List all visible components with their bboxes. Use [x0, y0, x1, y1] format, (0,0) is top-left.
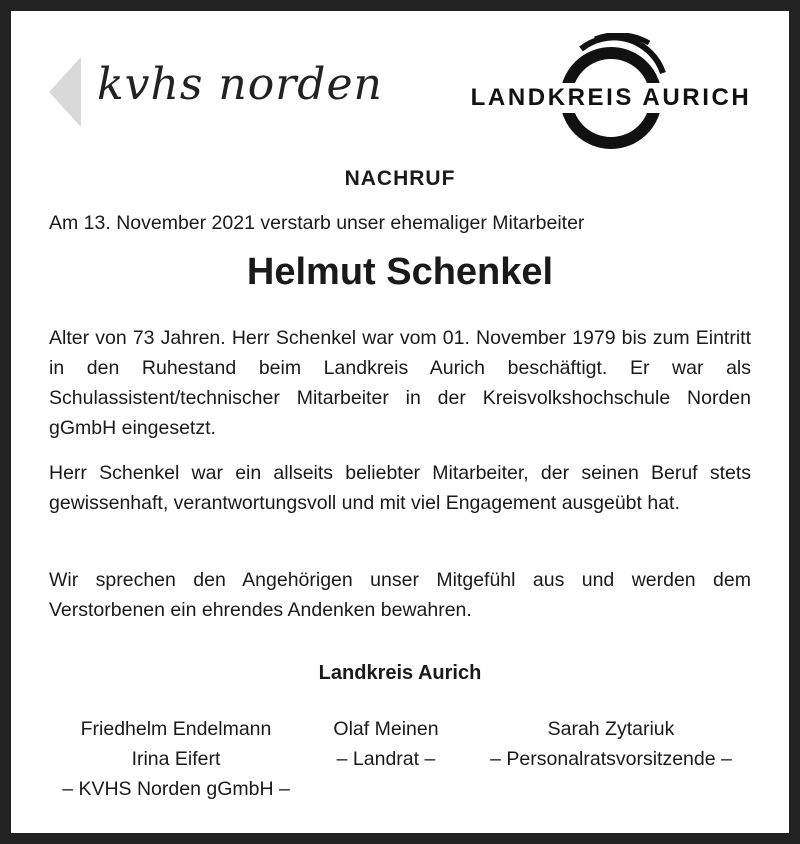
left-arrow-icon — [49, 57, 83, 127]
signatory-name: Olaf Meinen — [333, 718, 439, 740]
signatory-name: Sarah Zytariuk — [547, 718, 675, 740]
paragraph-condolence: Wir sprechen den Angehörigen unser Mitgefühl aus und werden dem Verstorbenen ein ehrendes Andenken bewahren. — [49, 569, 751, 621]
signatory-name: Friedhelm Endelmann — [80, 718, 272, 740]
landkreis-logo-text: LANDKREIS AURICH — [466, 83, 756, 113]
landkreis-aurich-logo — [466, 33, 756, 153]
signatory-block-kvhs — [41, 714, 311, 804]
signatory-name: Irina Eifert — [131, 748, 221, 770]
signatory-block-personalrat — [461, 714, 761, 774]
intro-line: Am 13. November 2021 verstarb unser ehemaliger Mitarbeiter — [49, 212, 585, 234]
signatory-role: – Landrat – — [336, 748, 436, 770]
kvhs-logo-text: kvhs norden — [97, 59, 383, 110]
notice-heading: NACHRUF — [344, 167, 456, 190]
obituary-notice — [11, 11, 789, 833]
paragraph-career: Alter von 73 Jahren. Herr Schenkel war vom 01. November 1979 bis zum Eintritt in den Ruhestand beim Landkreis Aurich beschäftigt. Er war als Schulassistent/technischer Mitarbeiter in der Kreisvolkshochschule Norden gGmbH eingesetzt. — [49, 327, 751, 439]
kvhs-norden-logo — [49, 55, 409, 127]
signatory-role: – Personalratsvorsitzende – — [490, 748, 732, 770]
signatory-role: – KVHS Norden gGmbH – — [62, 778, 290, 800]
deceased-name: Helmut Schenkel — [246, 251, 554, 293]
paragraph-tribute: Herr Schenkel war ein allseits beliebter Mitarbeiter, der seinen Beruf stets gewissenhaft, verantwortungsvoll und mit viel Engagement ausgeübt hat. — [49, 462, 751, 514]
signoff-organisation: Landkreis Aurich — [318, 662, 482, 684]
signatory-block-landrat — [311, 714, 461, 774]
